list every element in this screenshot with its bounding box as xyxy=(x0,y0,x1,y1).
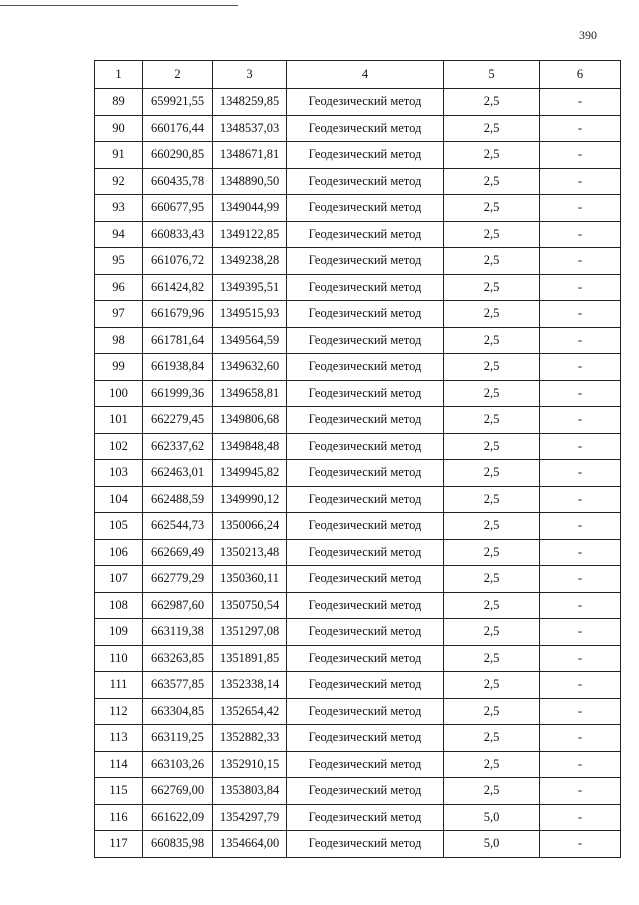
table-body xyxy=(95,61,621,858)
method-cell: Геодезический метод xyxy=(287,672,444,699)
point-number-cell: 93 xyxy=(95,195,143,222)
point-number-cell: 110 xyxy=(95,645,143,672)
accuracy-cell: 2,5 xyxy=(444,778,540,805)
table-row xyxy=(95,142,621,169)
y-coordinate-cell: 1350066,24 xyxy=(213,513,287,540)
method-cell: Геодезический метод xyxy=(287,619,444,646)
table-header-row xyxy=(95,61,621,89)
page-number: 390 xyxy=(579,28,597,42)
table-row xyxy=(95,195,621,222)
note-cell: - xyxy=(540,327,621,354)
y-coordinate-cell: 1349564,59 xyxy=(213,327,287,354)
accuracy-cell: 2,5 xyxy=(444,619,540,646)
table-row xyxy=(95,751,621,778)
point-number-cell: 90 xyxy=(95,115,143,142)
method-cell: Геодезический метод xyxy=(287,831,444,858)
point-number-cell: 104 xyxy=(95,486,143,513)
y-coordinate-cell: 1349658,81 xyxy=(213,380,287,407)
y-coordinate-cell: 1350360,11 xyxy=(213,566,287,593)
x-coordinate-cell: 661679,96 xyxy=(143,301,213,328)
note-cell: - xyxy=(540,380,621,407)
table-row xyxy=(95,354,621,381)
table-row xyxy=(95,168,621,195)
point-number-cell: 98 xyxy=(95,327,143,354)
point-number-cell: 112 xyxy=(95,698,143,725)
table-row xyxy=(95,433,621,460)
method-cell: Геодезический метод xyxy=(287,698,444,725)
point-number-cell: 94 xyxy=(95,221,143,248)
point-number-cell: 102 xyxy=(95,433,143,460)
point-number-cell: 95 xyxy=(95,248,143,275)
table-row xyxy=(95,513,621,540)
note-cell: - xyxy=(540,619,621,646)
coordinates-table xyxy=(94,60,621,858)
method-cell: Геодезический метод xyxy=(287,301,444,328)
accuracy-cell: 2,5 xyxy=(444,513,540,540)
point-number-cell: 97 xyxy=(95,301,143,328)
point-number-cell: 115 xyxy=(95,778,143,805)
table-row xyxy=(95,221,621,248)
accuracy-cell: 5,0 xyxy=(444,804,540,831)
table-row xyxy=(95,645,621,672)
point-number-cell: 92 xyxy=(95,168,143,195)
x-coordinate-cell: 663263,85 xyxy=(143,645,213,672)
y-coordinate-cell: 1349990,12 xyxy=(213,486,287,513)
accuracy-cell: 2,5 xyxy=(444,460,540,487)
header-cell-2: 2 xyxy=(143,61,213,89)
method-cell: Геодезический метод xyxy=(287,778,444,805)
method-cell: Геодезический метод xyxy=(287,460,444,487)
y-coordinate-cell: 1353803,84 xyxy=(213,778,287,805)
accuracy-cell: 2,5 xyxy=(444,221,540,248)
note-cell: - xyxy=(540,778,621,805)
y-coordinate-cell: 1349238,28 xyxy=(213,248,287,275)
accuracy-cell: 5,0 xyxy=(444,831,540,858)
x-coordinate-cell: 660833,43 xyxy=(143,221,213,248)
method-cell: Геодезический метод xyxy=(287,592,444,619)
y-coordinate-cell: 1349806,68 xyxy=(213,407,287,434)
y-coordinate-cell: 1352910,15 xyxy=(213,751,287,778)
note-cell: - xyxy=(540,566,621,593)
note-cell: - xyxy=(540,354,621,381)
note-cell: - xyxy=(540,195,621,222)
point-number-cell: 105 xyxy=(95,513,143,540)
note-cell: - xyxy=(540,89,621,116)
y-coordinate-cell: 1352338,14 xyxy=(213,672,287,699)
x-coordinate-cell: 662544,73 xyxy=(143,513,213,540)
point-number-cell: 91 xyxy=(95,142,143,169)
method-cell: Геодезический метод xyxy=(287,168,444,195)
table-row xyxy=(95,274,621,301)
method-cell: Геодезический метод xyxy=(287,354,444,381)
method-cell: Геодезический метод xyxy=(287,513,444,540)
y-coordinate-cell: 1348259,85 xyxy=(213,89,287,116)
method-cell: Геодезический метод xyxy=(287,195,444,222)
point-number-cell: 107 xyxy=(95,566,143,593)
y-coordinate-cell: 1348671,81 xyxy=(213,142,287,169)
x-coordinate-cell: 662769,00 xyxy=(143,778,213,805)
method-cell: Геодезический метод xyxy=(287,433,444,460)
accuracy-cell: 2,5 xyxy=(444,566,540,593)
table-row xyxy=(95,778,621,805)
point-number-cell: 113 xyxy=(95,725,143,752)
note-cell: - xyxy=(540,804,621,831)
header-cell-5: 5 xyxy=(444,61,540,89)
y-coordinate-cell: 1349395,51 xyxy=(213,274,287,301)
note-cell: - xyxy=(540,751,621,778)
point-number-cell: 103 xyxy=(95,460,143,487)
header-cell-4: 4 xyxy=(287,61,444,89)
y-coordinate-cell: 1349632,60 xyxy=(213,354,287,381)
point-number-cell: 96 xyxy=(95,274,143,301)
note-cell: - xyxy=(540,274,621,301)
point-number-cell: 89 xyxy=(95,89,143,116)
y-coordinate-cell: 1349515,93 xyxy=(213,301,287,328)
table-row xyxy=(95,460,621,487)
x-coordinate-cell: 660677,95 xyxy=(143,195,213,222)
accuracy-cell: 2,5 xyxy=(444,142,540,169)
accuracy-cell: 2,5 xyxy=(444,433,540,460)
y-coordinate-cell: 1352654,42 xyxy=(213,698,287,725)
x-coordinate-cell: 663119,38 xyxy=(143,619,213,646)
point-number-cell: 100 xyxy=(95,380,143,407)
method-cell: Геодезический метод xyxy=(287,566,444,593)
method-cell: Геодезический метод xyxy=(287,539,444,566)
header-cell-1: 1 xyxy=(95,61,143,89)
x-coordinate-cell: 661781,64 xyxy=(143,327,213,354)
x-coordinate-cell: 662779,29 xyxy=(143,566,213,593)
x-coordinate-cell: 660435,78 xyxy=(143,168,213,195)
accuracy-cell: 2,5 xyxy=(444,354,540,381)
y-coordinate-cell: 1348537,03 xyxy=(213,115,287,142)
accuracy-cell: 2,5 xyxy=(444,274,540,301)
note-cell: - xyxy=(540,486,621,513)
note-cell: - xyxy=(540,115,621,142)
accuracy-cell: 2,5 xyxy=(444,195,540,222)
x-coordinate-cell: 662337,62 xyxy=(143,433,213,460)
table-row xyxy=(95,566,621,593)
x-coordinate-cell: 661622,09 xyxy=(143,804,213,831)
table-row xyxy=(95,831,621,858)
note-cell: - xyxy=(540,725,621,752)
note-cell: - xyxy=(540,672,621,699)
x-coordinate-cell: 663304,85 xyxy=(143,698,213,725)
x-coordinate-cell: 661424,82 xyxy=(143,274,213,301)
x-coordinate-cell: 661076,72 xyxy=(143,248,213,275)
y-coordinate-cell: 1352882,33 xyxy=(213,725,287,752)
accuracy-cell: 2,5 xyxy=(444,168,540,195)
point-number-cell: 99 xyxy=(95,354,143,381)
method-cell: Геодезический метод xyxy=(287,115,444,142)
header-cell-3: 3 xyxy=(213,61,287,89)
point-number-cell: 108 xyxy=(95,592,143,619)
accuracy-cell: 2,5 xyxy=(444,725,540,752)
accuracy-cell: 2,5 xyxy=(444,645,540,672)
point-number-cell: 116 xyxy=(95,804,143,831)
table-row xyxy=(95,407,621,434)
method-cell: Геодезический метод xyxy=(287,645,444,672)
note-cell: - xyxy=(540,248,621,275)
note-cell: - xyxy=(540,460,621,487)
x-coordinate-cell: 662987,60 xyxy=(143,592,213,619)
accuracy-cell: 2,5 xyxy=(444,751,540,778)
note-cell: - xyxy=(540,831,621,858)
accuracy-cell: 2,5 xyxy=(444,672,540,699)
y-coordinate-cell: 1351891,85 xyxy=(213,645,287,672)
table-row xyxy=(95,804,621,831)
method-cell: Геодезический метод xyxy=(287,248,444,275)
accuracy-cell: 2,5 xyxy=(444,327,540,354)
point-number-cell: 101 xyxy=(95,407,143,434)
point-number-cell: 114 xyxy=(95,751,143,778)
table-row xyxy=(95,486,621,513)
y-coordinate-cell: 1350750,54 xyxy=(213,592,287,619)
y-coordinate-cell: 1348890,50 xyxy=(213,168,287,195)
method-cell: Геодезический метод xyxy=(287,274,444,301)
x-coordinate-cell: 663103,26 xyxy=(143,751,213,778)
table-row xyxy=(95,672,621,699)
y-coordinate-cell: 1349122,85 xyxy=(213,221,287,248)
table-row xyxy=(95,725,621,752)
y-coordinate-cell: 1354664,00 xyxy=(213,831,287,858)
note-cell: - xyxy=(540,168,621,195)
x-coordinate-cell: 659921,55 xyxy=(143,89,213,116)
method-cell: Геодезический метод xyxy=(287,327,444,354)
accuracy-cell: 2,5 xyxy=(444,539,540,566)
point-number-cell: 109 xyxy=(95,619,143,646)
point-number-cell: 111 xyxy=(95,672,143,699)
method-cell: Геодезический метод xyxy=(287,804,444,831)
x-coordinate-cell: 661938,84 xyxy=(143,354,213,381)
note-cell: - xyxy=(540,539,621,566)
x-coordinate-cell: 663119,25 xyxy=(143,725,213,752)
note-cell: - xyxy=(540,698,621,725)
note-cell: - xyxy=(540,513,621,540)
x-coordinate-cell: 662463,01 xyxy=(143,460,213,487)
x-coordinate-cell: 660290,85 xyxy=(143,142,213,169)
x-coordinate-cell: 663577,85 xyxy=(143,672,213,699)
table-row xyxy=(95,115,621,142)
x-coordinate-cell: 660176,44 xyxy=(143,115,213,142)
table-row xyxy=(95,327,621,354)
y-coordinate-cell: 1349945,82 xyxy=(213,460,287,487)
method-cell: Геодезический метод xyxy=(287,142,444,169)
method-cell: Геодезический метод xyxy=(287,380,444,407)
method-cell: Геодезический метод xyxy=(287,486,444,513)
accuracy-cell: 2,5 xyxy=(444,698,540,725)
note-cell: - xyxy=(540,221,621,248)
note-cell: - xyxy=(540,301,621,328)
note-cell: - xyxy=(540,433,621,460)
accuracy-cell: 2,5 xyxy=(444,380,540,407)
table-row xyxy=(95,619,621,646)
accuracy-cell: 2,5 xyxy=(444,115,540,142)
y-coordinate-cell: 1349848,48 xyxy=(213,433,287,460)
note-cell: - xyxy=(540,645,621,672)
top-rule xyxy=(0,5,238,6)
y-coordinate-cell: 1349044,99 xyxy=(213,195,287,222)
note-cell: - xyxy=(540,407,621,434)
y-coordinate-cell: 1351297,08 xyxy=(213,619,287,646)
table-row xyxy=(95,248,621,275)
table-row xyxy=(95,698,621,725)
note-cell: - xyxy=(540,142,621,169)
table-row xyxy=(95,89,621,116)
table-row xyxy=(95,539,621,566)
accuracy-cell: 2,5 xyxy=(444,486,540,513)
accuracy-cell: 2,5 xyxy=(444,592,540,619)
method-cell: Геодезический метод xyxy=(287,725,444,752)
y-coordinate-cell: 1350213,48 xyxy=(213,539,287,566)
x-coordinate-cell: 662669,49 xyxy=(143,539,213,566)
table-row xyxy=(95,592,621,619)
header-cell-6: 6 xyxy=(540,61,621,89)
x-coordinate-cell: 662488,59 xyxy=(143,486,213,513)
method-cell: Геодезический метод xyxy=(287,407,444,434)
note-cell: - xyxy=(540,592,621,619)
accuracy-cell: 2,5 xyxy=(444,248,540,275)
table-row xyxy=(95,301,621,328)
x-coordinate-cell: 661999,36 xyxy=(143,380,213,407)
accuracy-cell: 2,5 xyxy=(444,89,540,116)
method-cell: Геодезический метод xyxy=(287,751,444,778)
table-row xyxy=(95,380,621,407)
x-coordinate-cell: 660835,98 xyxy=(143,831,213,858)
y-coordinate-cell: 1354297,79 xyxy=(213,804,287,831)
method-cell: Геодезический метод xyxy=(287,89,444,116)
x-coordinate-cell: 662279,45 xyxy=(143,407,213,434)
accuracy-cell: 2,5 xyxy=(444,301,540,328)
method-cell: Геодезический метод xyxy=(287,221,444,248)
point-number-cell: 117 xyxy=(95,831,143,858)
point-number-cell: 106 xyxy=(95,539,143,566)
accuracy-cell: 2,5 xyxy=(444,407,540,434)
